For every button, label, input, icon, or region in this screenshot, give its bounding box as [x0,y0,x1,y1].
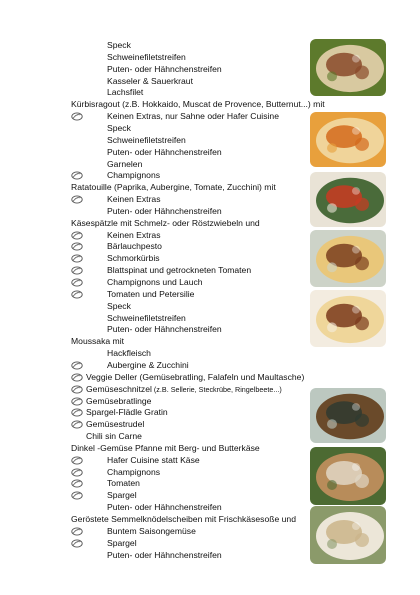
leaf-icon [71,195,83,204]
dish-heading [71,442,260,454]
item-text: Bärlauchpesto [107,241,162,252]
item-text: Puten- oder Hähnchenstreifen [107,205,222,216]
menu-option [107,549,222,561]
menu-option [107,300,131,312]
menu-option [107,359,189,371]
item-text: Speck [107,40,131,50]
item-text: Spargel [107,490,137,501]
leaf-icon [71,242,83,251]
item-text: Gemüsebratlinge [86,395,152,406]
item-text: Aubergine & Zucchini [107,359,189,370]
leaf-icon [71,408,83,417]
menu-option [107,205,222,217]
food-photo-kaesespaetzle-kuerbis [310,230,386,287]
menu-option [107,525,196,537]
menu-option [86,418,144,430]
leaf-icon [71,266,83,275]
dish-heading [71,98,325,110]
menu-option [86,395,151,407]
menu-option [107,312,186,324]
leaf-icon [71,420,83,429]
item-text: Hafer Cuisine statt Käse [107,454,200,465]
menu-option [107,537,137,549]
menu-option [86,430,142,442]
item-text: Schweinefiletstreifen [107,134,186,145]
item-text: Chili sin Carne [86,431,142,442]
item-text: Keinen Extras [107,229,161,240]
item-text: Kürbisragout (z.B. Hokkaido, Muscat de Provence, Butternut...) mit [71,99,325,110]
item-text: Dinkel -Gemüse Pfanne mit Berg- und Butterkäse [71,442,260,453]
item-text: Schweinefiletstreifen [107,51,186,62]
item-text: Blattspinat und getrockneten Tomaten [107,265,252,276]
food-photo-ratatouille [310,172,386,227]
menu-option [107,169,160,181]
menu-option [107,229,161,241]
food-photo-semmelknoedel [310,506,386,564]
food-photo-kaesespaetzle-fleisch [310,290,386,347]
food-photo-gemuesebratlinge [310,388,386,443]
item-text: Buntem Saisongemüse [107,525,196,536]
menu-option [107,252,160,264]
menu-option [107,264,251,276]
item-text: Puten- oder Hähnchenstreifen [107,63,222,74]
menu-option [107,146,222,158]
menu-option [107,489,137,501]
leaf-icon [71,397,83,406]
item-text: Schweinefiletstreifen [107,312,186,323]
menu-option [107,466,160,478]
leaf-icon [71,373,83,382]
item-text: Spargel-Flädle Gratin [86,407,168,418]
item-text: Moussaka mit [71,336,125,347]
leaf-icon [71,491,83,500]
leaf-icon [71,539,83,548]
menu-option [107,276,203,288]
item-text: Puten- oder Hähnchenstreifen [107,324,222,335]
leaf-icon [71,290,83,299]
leaf-icon [71,468,83,477]
leaf-icon [71,231,83,240]
menu-option [107,501,222,513]
item-text: Käsespätzle mit Schmelz- oder Röstzwiebeln und [71,217,260,228]
leaf-icon [71,278,83,287]
item-text: Puten- oder Hähnchenstreifen [107,146,222,157]
food-photo-gemuese-pfanne [310,447,386,505]
menu-option [107,51,186,63]
item-text: Tomaten [107,478,140,489]
menu-option [107,39,131,51]
menu-option [107,193,161,205]
item-text: Kasseler & Sauerkraut [107,75,193,86]
leaf-icon [71,254,83,263]
dish-heading [71,217,260,229]
dish-heading [71,513,296,525]
menu-option [107,122,131,134]
leaf-icon [71,112,83,121]
dish-heading [71,181,276,193]
leaf-icon [71,361,83,370]
menu-option [107,454,200,466]
item-text: Garnelen [107,158,143,169]
menu-option [86,371,304,383]
item-text: Puten- oder Hähnchenstreifen [107,502,222,513]
leaf-icon [71,527,83,536]
menu-option [107,240,162,252]
menu-option [107,323,222,335]
menu-option [86,406,168,418]
menu-option [107,75,193,87]
leaf-icon [71,171,83,180]
item-text: Ratatouille (Paprika, Aubergine, Tomate, Zucchini) mit [71,182,276,193]
item-text: Gemüseschnitzel [86,383,152,394]
item-text: Spargel [107,537,137,548]
item-text: Speck [107,300,131,311]
menu-option [107,477,140,489]
item-text: Hackfleisch [107,348,151,359]
menu-option [107,110,279,122]
item-text: Champignons [107,466,161,477]
menu-option [107,347,151,359]
leaf-icon [71,385,83,394]
item-text: Lachsfilet [107,87,144,98]
menu-option [107,158,142,170]
item-text: Puten- oder Hähnchenstreifen [107,549,222,560]
dish-heading [71,335,124,347]
item-text: Champignons und Lauch [107,277,203,287]
food-photo-kuerbisragout [310,112,386,167]
item-note: (z.B. Sellerie, Steckrübe, Ringelbeete...) [151,384,282,394]
menu-option [107,86,143,98]
item-text: Speck [107,122,131,133]
food-photo-pasta-speck [310,39,386,96]
item-text: Champignons [107,170,161,181]
item-text: Keinen Extras, nur Sahne oder Hafer Cuisine [107,111,279,122]
leaf-icon [71,479,83,488]
item-text: Gemüsestrudel [86,419,145,430]
item-text: Veggie Deller (Gemüsebratling, Falafeln und Maultasche) [86,371,305,382]
menu-option [107,288,194,300]
menu-option [107,134,186,146]
item-text: Geröstete Semmelknödelscheiben mit Frischkäsesoße und [71,514,296,524]
item-text: Keinen Extras [107,194,161,205]
menu-option [107,63,222,75]
item-text: Schmorkürbis [107,253,160,264]
item-text: Tomaten und Petersilie [107,288,195,299]
leaf-icon [71,456,83,465]
